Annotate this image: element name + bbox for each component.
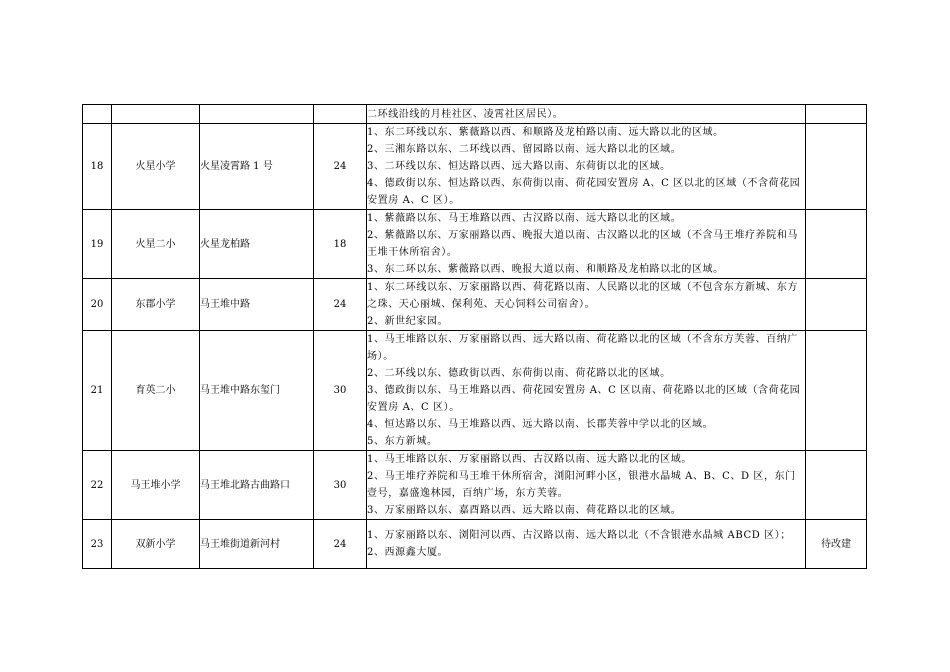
enrollment-area: 1、马王堆路以东、万家丽路以西、远大路以南、荷花路以北的区域（不含东方芙蓉、百纳广场）。 2、二环线以东、德政街以西、东荷街以南、荷花路以北的区域。 3、德政街以东、马王堆路以西、荷花园安置房 A、C 区以南、荷花路以北的区域（含荷花园安置房 A、C 区）。 4、恒达路以东、马王堆路以西、远大路以南、长郡芙蓉中学以北的区域。 5、东方新城。 [367, 331, 806, 451]
row-number: 20 [83, 279, 112, 331]
table-row [83, 331, 867, 451]
table-row [83, 124, 867, 210]
class-count [314, 105, 367, 124]
remark [806, 279, 867, 331]
school-name: 火星小学 [112, 124, 200, 210]
row-number: 22 [83, 451, 112, 520]
row-number: 18 [83, 124, 112, 210]
enrollment-area: 1、马王堆路以东、万家丽路以西、古汉路以南、远大路以北的区域。 2、马王堆疗养院和马王堆干休所宿舍，浏阳河畔小区，银港水晶城 A、B、C、D 区，东门壹号，嘉盛逸林园，百纳广场，东方芙蓉。 3、万家丽路以东、嘉酉路以西、远大路以南、荷花路以北的区域。 [367, 451, 806, 520]
remark [806, 105, 867, 124]
school-name: 东郡小学 [112, 279, 200, 331]
school-address: 马王堆中路 [200, 279, 314, 331]
class-count: 24 [314, 279, 367, 331]
table-row [83, 279, 867, 331]
school-address: 马王堆街道新河村 [200, 520, 314, 569]
enrollment-area: 1、东二环线以东、紫薇路以西、和顺路及龙柏路以南、远大路以北的区域。 2、三湘东路以东、二环线以西、留园路以南、远大路以北的区域。 3、二环线以东、恒达路以西、远大路以南、东荷街以北的区域。 4、德政街以东、恒达路以西、东荷街以南、荷花园安置房 A、C 区以北的区域（不含荷花园安置房 A、C 区）。 [367, 124, 806, 210]
school-name [112, 105, 200, 124]
row-number: 19 [83, 210, 112, 279]
table-row [83, 451, 867, 520]
row-number [83, 105, 112, 124]
enrollment-area: 1、东二环线以东、万家丽路以西、荷花路以南、人民路以北的区域（不包含东方新城、东方之珠、天心丽城、保利苑、天心饲料公司宿舍）。 2、新世纪家园。 [367, 279, 806, 331]
class-count: 24 [314, 124, 367, 210]
school-name: 马王堆小学 [112, 451, 200, 520]
row-number: 23 [83, 520, 112, 569]
table-row [83, 520, 867, 569]
enrollment-area: 二环线沿线的月桂社区、凌霄社区居民）。 [367, 105, 806, 124]
enrollment-area: 1、万家丽路以东、浏阳河以西、古汉路以南、远大路以北（不含银港水晶城 ABCD 区）； 2、西源鑫大厦。 [367, 520, 806, 569]
enrollment-area: 1、紫薇路以东、马王堆路以西、古汉路以南、远大路以北的区域。 2、紫薇路以东、万家丽路以西、晚报大道以南、古汉路以北的区域（不含马王堆疗养院和马王堆干休所宿舍）。 3、东二环以东、紫薇路以西、晚报大道以南、和顺路及龙柏路以北的区域。 [367, 210, 806, 279]
school-address: 火星龙柏路 [200, 210, 314, 279]
class-count: 24 [314, 520, 367, 569]
school-address [200, 105, 314, 124]
table-row [83, 210, 867, 279]
school-name: 火星二小 [112, 210, 200, 279]
school-name: 育英二小 [112, 331, 200, 451]
remark [806, 451, 867, 520]
school-address: 马王堆北路古曲路口 [200, 451, 314, 520]
school-address: 火星凌霄路 1 号 [200, 124, 314, 210]
remark [806, 124, 867, 210]
remark [806, 331, 867, 451]
school-address: 马王堆中路东玺门 [200, 331, 314, 451]
remark [806, 210, 867, 279]
row-number: 21 [83, 331, 112, 451]
class-count: 30 [314, 451, 367, 520]
class-count: 18 [314, 210, 367, 279]
remark: 待改建 [806, 520, 867, 569]
table-row [83, 105, 867, 124]
school-zone-table [82, 104, 867, 569]
class-count: 30 [314, 331, 367, 451]
school-name: 双新小学 [112, 520, 200, 569]
